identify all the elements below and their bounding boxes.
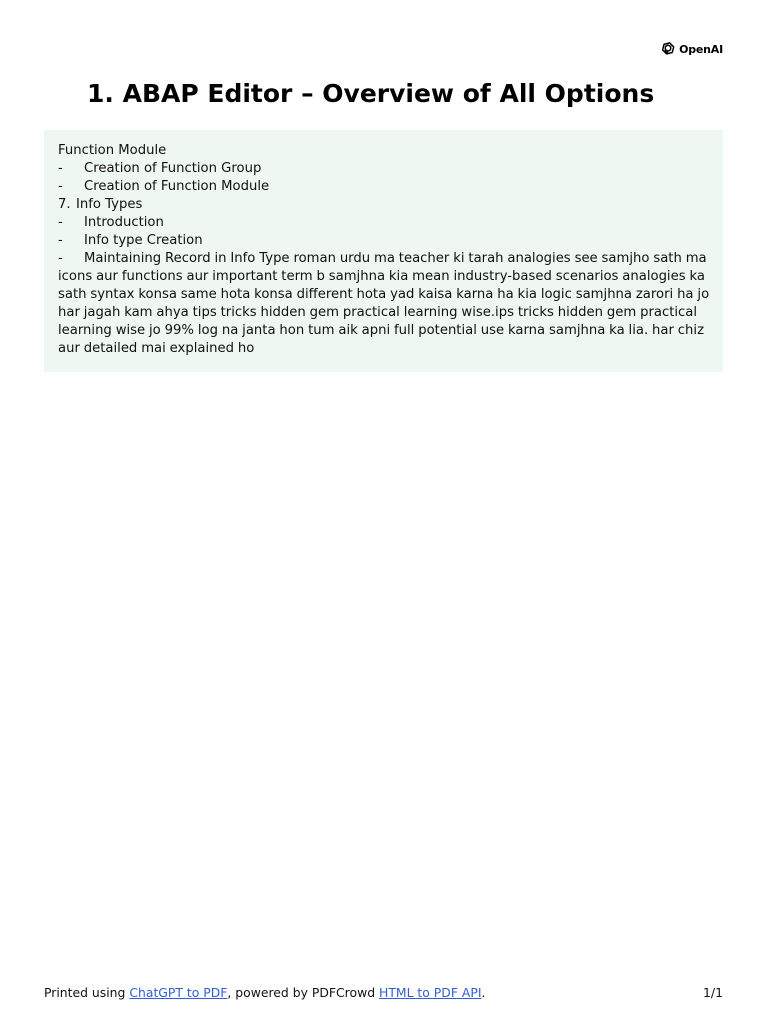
item-number: 7. — [58, 197, 71, 212]
list-item-text: Info type Creation — [84, 233, 203, 248]
openai-logo-text: OpenAI — [679, 42, 723, 56]
numbered-item-text: Info Types — [76, 197, 143, 212]
footer-credits — [44, 985, 485, 1001]
list-item — [58, 178, 711, 196]
footer-period: . — [481, 985, 486, 1000]
footer-powered-by: , powered by PDFCrowd — [227, 985, 380, 1000]
list-item-text: Creation of Function Module — [84, 179, 270, 194]
list-item-text: Introduction — [84, 215, 164, 230]
list-item — [58, 160, 711, 178]
page-number: 1/1 — [703, 985, 723, 1000]
bullet-marker: - — [58, 161, 63, 176]
footer-printed-using: Printed using — [44, 985, 130, 1000]
content-line-text: Function Module — [58, 143, 167, 158]
content-line-function-module — [58, 142, 711, 160]
list-item-text: Creation of Function Group — [84, 161, 262, 176]
list-item-text: Maintaining Record in Info Type roman urdu ma teacher ki tarah analogies see samjho sath ma icons aur functions aur important term b samjhna kia mean industry-based scenarios analogies ka sath syntax konsa same hota konsa different hota yad kaisa karna ha kia logic samjhna zarori ha jo har jagah kam ahya tips tricks hidden gem practical learning wise.ips tricks hidden gem practical learning wise jo 99% log na janta hon tum aik apni full potential use karna samjhna ka lia. har chiz aur detailed mai explained ho — [58, 251, 710, 356]
html-to-pdf-api-link[interactable]: HTML to PDF API — [379, 985, 482, 1000]
message-content — [44, 130, 723, 372]
list-item — [58, 232, 711, 250]
bullet-marker: - — [58, 215, 63, 230]
openai-logo — [660, 41, 723, 57]
bullet-marker: - — [58, 179, 63, 194]
footer — [44, 985, 723, 1001]
numbered-item — [58, 196, 711, 214]
list-item-long — [58, 250, 711, 358]
bullet-marker: - — [58, 251, 63, 266]
chatgpt-to-pdf-link[interactable]: ChatGPT to PDF — [129, 985, 228, 1000]
openai-logo-icon — [660, 41, 676, 57]
bullet-marker: - — [58, 233, 63, 248]
list-item — [58, 214, 711, 232]
document-title: 1. ABAP Editor – Overview of All Options — [87, 79, 655, 108]
